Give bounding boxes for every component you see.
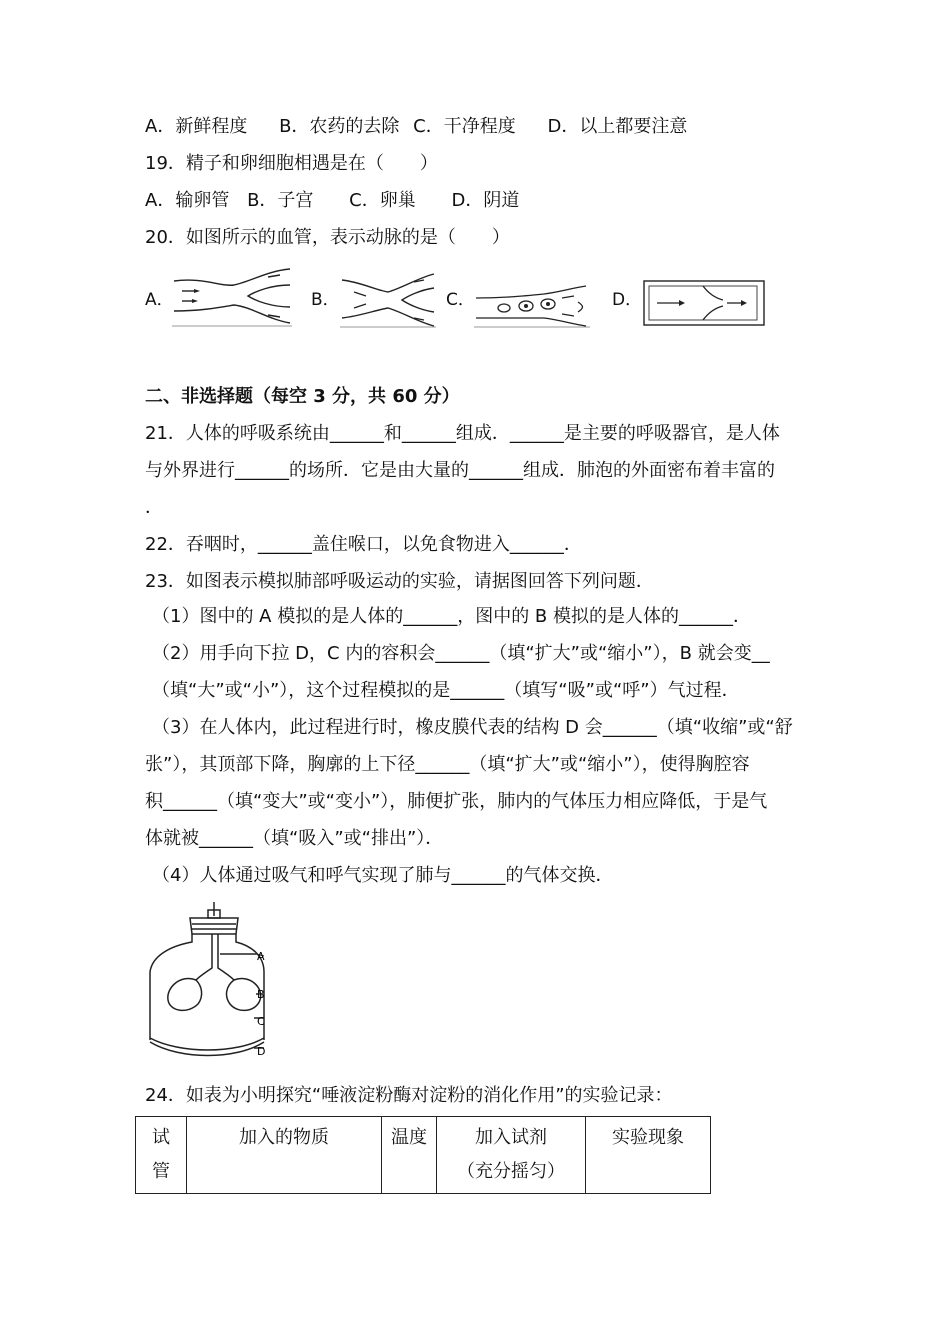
q19-stem: 19．精子和卵细胞相遇是在（ ） (145, 153, 438, 174)
q21-line-2: 与外界进行______的场所．它是由大量的______组成．肺泡的外面密布着丰富的 (145, 460, 775, 481)
header-reagent (437, 1117, 586, 1194)
header-phenomenon: 实验现象 (586, 1117, 711, 1194)
vessel-a-image (172, 265, 292, 327)
vessel-d-image (643, 280, 767, 328)
header-substance: 加入的物质 (187, 1117, 382, 1194)
q18-option-b: B．农药的去除 (279, 116, 400, 137)
vessel-b-image (340, 270, 436, 328)
q18-options (145, 115, 687, 139)
q23-part-3-line-4: 体就被______（填“吸入”或“排出”）． (145, 828, 444, 849)
q19-options (145, 189, 519, 213)
q18-option-c: C．干净程度 (413, 116, 516, 137)
q23-part-3-line-3: 积______（填“变大”或“变小”），肺便扩张，肺内的气体压力相应降低，于是气 (145, 791, 768, 812)
q20-label-c: C． (446, 290, 475, 310)
q19-option-d: D．阴道 (451, 190, 520, 211)
q20-label-b: B． (311, 290, 340, 310)
q18-option-a: A．新鲜程度 (145, 116, 248, 137)
q23-stem: 23．如图表示模拟肺部呼吸运动的实验，请据图回答下列问题． (145, 571, 654, 592)
vessel-c-image (474, 284, 590, 328)
q20-stem: 20．如图所示的血管，表示动脉的是（ ） (145, 227, 510, 248)
figure-label-b: B (257, 988, 265, 1001)
table-header-row (136, 1117, 711, 1194)
lung-model-figure (140, 900, 280, 1060)
figure-label-c: C (257, 1015, 265, 1028)
q19-option-a: A．输卵管 (145, 190, 230, 211)
q21-line-1: 21．人体的呼吸系统由______和______组成．______是主要的呼吸器官，是人体 (145, 423, 780, 444)
q24-stem: 24．如表为小明探究“唾液淀粉酶对淀粉的消化作用”的实验记录： (145, 1085, 673, 1106)
header-tube (136, 1117, 187, 1194)
experiment-table (135, 1116, 711, 1194)
q20-label-d: D． (612, 290, 643, 310)
q23-part-3-line-1: （3）在人体内，此过程进行时，橡皮膜代表的结构 D 会______（填“收缩”或“舒 (152, 717, 793, 738)
section-2-title: 二、非选择题（每空 3 分，共 60 分） (145, 386, 460, 407)
q19-option-b: B．子宫 (247, 190, 314, 211)
header-tube-line-1: 试 (152, 1127, 170, 1148)
q23-part-3-line-2: 张”），其顶部下降，胸廓的上下径______（填“扩大”或“缩小”），使得胸腔容 (145, 754, 750, 775)
q23-part-4: （4）人体通过吸气和呼气实现了肺与______的气体交换． (152, 865, 614, 886)
q20-label-a: A． (145, 290, 174, 310)
figure-label-d: D (257, 1045, 266, 1058)
q18-option-d: D．以上都要注意 (547, 116, 688, 137)
q23-part-2-line-2: （填“大”或“小”），这个过程模拟的是______（填写“吸”或“呼”）气过程． (152, 680, 740, 701)
header-tube-line-2: 管 (152, 1161, 170, 1182)
q22-text: 22．吞咽时，______盖住喉口，以免食物进入______． (145, 534, 582, 555)
q23-part-1: （1）图中的 A 模拟的是人体的______，图中的 B 模拟的是人体的______． (152, 606, 751, 627)
q23-part-2-line-1: （2）用手向下拉 D，C 内的容积会______（填“扩大”或“缩小”），B 就会变__ (152, 643, 770, 664)
q19-option-c: C．卵巢 (349, 190, 416, 211)
q21-line-3: ． (145, 497, 163, 518)
header-reagent-line-1: 加入试剂 (475, 1127, 547, 1148)
header-temperature: 温度 (382, 1117, 437, 1194)
figure-label-a: A (257, 950, 265, 963)
header-reagent-line-2: （充分摇匀） (457, 1161, 565, 1182)
